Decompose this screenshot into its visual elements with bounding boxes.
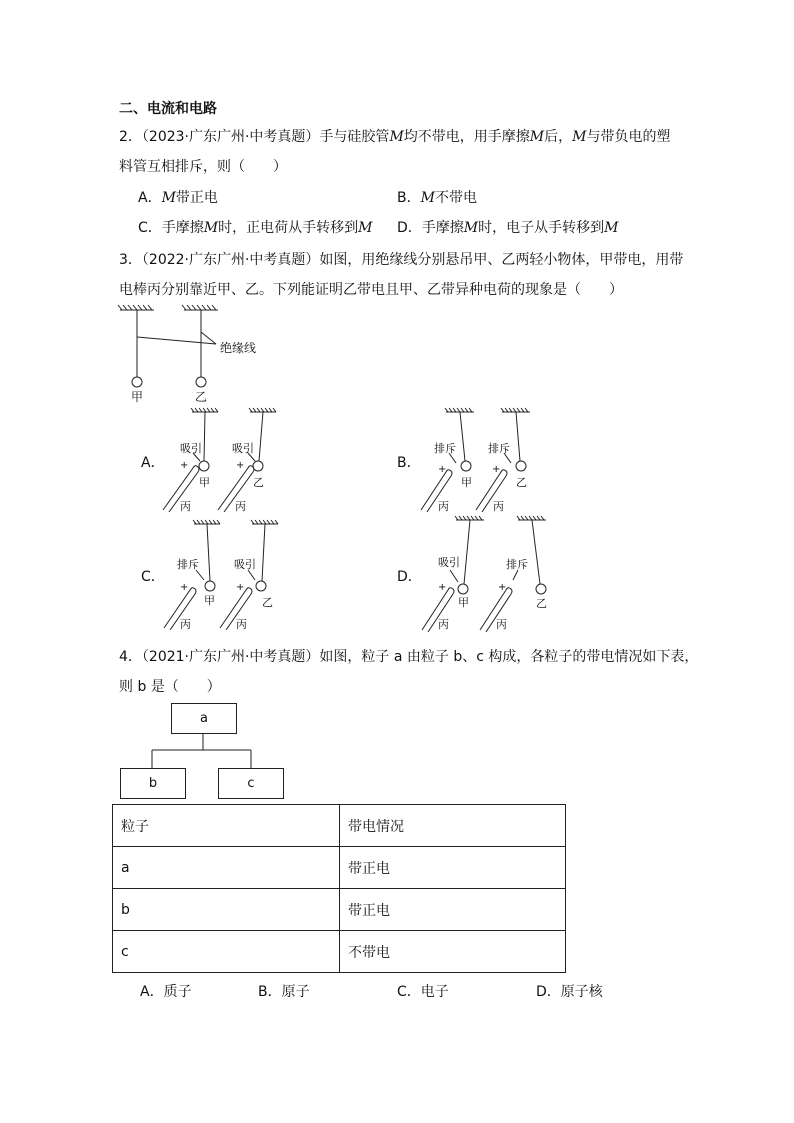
var-m: M — [389, 129, 404, 145]
var-m: M — [358, 220, 373, 236]
action-label: 排斥 — [177, 558, 199, 571]
q2-text: 均不带电，用手摩擦 — [403, 129, 530, 145]
label-bing: 丙 — [438, 500, 449, 512]
action-label: 排斥 — [506, 558, 528, 571]
q4-line2: 则 b 是（ ） — [119, 679, 221, 695]
plus-sign: + — [236, 582, 245, 593]
label-insulation: 绝缘线 — [220, 341, 257, 355]
table-header-row — [113, 805, 566, 847]
var-m: M — [604, 220, 619, 236]
label-jia: 甲 — [131, 390, 144, 404]
table-row — [113, 889, 566, 931]
q3-option-d-letter[interactable]: D． — [397, 569, 422, 585]
q2-text: 与带负电的塑 — [586, 129, 671, 145]
action-label: 吸引 — [234, 558, 256, 571]
q4-option-c[interactable]: C．电子 — [397, 984, 449, 1000]
tree-node-root: a — [171, 703, 237, 734]
table-cell: 带正电 — [340, 847, 566, 889]
plus-sign: + — [498, 582, 507, 593]
q3-option-b-letter[interactable]: B． — [397, 455, 421, 471]
label-jia: 甲 — [199, 476, 210, 489]
q3-suspension-figure — [110, 304, 310, 404]
table-row — [113, 847, 566, 889]
label-bing: 丙 — [496, 618, 507, 631]
q2-line2: 料管互相排斥，则（ ） — [119, 159, 287, 175]
table-cell: 带正电 — [340, 889, 566, 931]
action-label: 排斥 — [488, 442, 510, 455]
table-cell: 不带电 — [340, 931, 566, 973]
var-m: M — [420, 190, 435, 206]
plus-sign: + — [438, 464, 447, 475]
action-label: 排斥 — [434, 442, 456, 455]
option-text: 时，正电荷从手转移到 — [218, 220, 359, 236]
plus-sign: + — [492, 464, 501, 475]
label-yi: 乙 — [516, 476, 527, 489]
q2-option-c[interactable] — [138, 217, 372, 237]
table-cell: a — [113, 847, 340, 889]
q3-option-d-figure — [418, 514, 568, 632]
plus-sign: + — [438, 582, 447, 593]
q3-option-c-figure — [160, 518, 300, 630]
var-m: M — [463, 220, 479, 236]
label-yi: 乙 — [253, 476, 264, 489]
q3-option-c-letter[interactable]: C． — [141, 569, 165, 585]
tree-node-left: b — [120, 768, 186, 799]
option-text: 时，电子从手转移到 — [478, 220, 605, 236]
option-letter: B． — [397, 190, 421, 206]
q2-option-a[interactable] — [138, 187, 218, 207]
q4-option-a[interactable]: A．质子 — [140, 984, 192, 1000]
action-label: 吸引 — [232, 442, 254, 455]
q4-option-b[interactable]: B．原子 — [258, 984, 310, 1000]
option-text: 带正电 — [175, 190, 218, 206]
option-text: 不带电 — [434, 190, 477, 206]
q2-text: 2．（2023·广东广州·中考真题）手与硅胶管 — [119, 129, 390, 145]
action-label: 吸引 — [438, 556, 460, 569]
q3-option-a-letter[interactable]: A． — [141, 455, 165, 471]
label-jia: 甲 — [461, 476, 472, 489]
option-letter: A． — [138, 190, 162, 206]
table-cell: b — [113, 889, 340, 931]
table-header-cell: 粒子 — [113, 805, 340, 847]
q3-option-a-figure — [160, 406, 300, 512]
q2-text: 后， — [544, 129, 573, 145]
plus-sign: + — [180, 582, 189, 593]
tree-node-right: c — [218, 768, 284, 799]
label-bing: 丙 — [493, 500, 504, 512]
section-title: 二、电流和电路 — [119, 101, 217, 117]
q2-option-b[interactable] — [397, 187, 477, 207]
q4-tree-connectors — [150, 730, 260, 770]
action-label: 吸引 — [180, 442, 202, 455]
label-yi: 乙 — [195, 390, 208, 404]
var-m: M — [161, 190, 176, 206]
label-bing: 丙 — [180, 618, 191, 630]
var-m: M — [203, 220, 219, 236]
label-bing: 丙 — [236, 618, 247, 630]
q3-line2: 电棒丙分别靠近甲、乙。下列能证明乙带电且甲、乙带异种电荷的现象是（ ） — [119, 282, 623, 298]
label-yi: 乙 — [262, 596, 273, 609]
option-text: D．手摩擦 — [397, 220, 464, 236]
table-row — [113, 931, 566, 973]
label-bing: 丙 — [438, 618, 449, 631]
q4-option-d[interactable]: D．原子核 — [536, 984, 603, 1000]
label-jia: 甲 — [204, 594, 215, 607]
plus-sign: + — [236, 460, 245, 471]
q2-option-d[interactable] — [397, 217, 618, 237]
label-bing: 丙 — [180, 500, 191, 512]
option-text: C．手摩擦 — [138, 220, 204, 236]
q2-line1 — [119, 126, 670, 146]
q3-option-b-figure — [418, 406, 558, 512]
label-jia: 甲 — [458, 596, 469, 609]
var-m: M — [529, 129, 545, 145]
plus-sign: + — [180, 460, 189, 471]
q4-charge-table — [112, 804, 566, 973]
table-cell: c — [113, 931, 340, 973]
table-header-cell: 带电情况 — [340, 805, 566, 847]
label-yi: 乙 — [536, 597, 547, 610]
q3-line1: 3．（2022·广东广州·中考真题）如图，用绝缘线分别悬吊甲、乙两轻小物体，甲带电，用带 — [119, 252, 684, 268]
label-bing: 丙 — [235, 500, 246, 512]
var-m: M — [572, 129, 587, 145]
q4-line1: 4．（2021·广东广州·中考真题）如图，粒子 a 由粒子 b、c 构成，各粒子的带电情况如下表， — [119, 649, 699, 665]
